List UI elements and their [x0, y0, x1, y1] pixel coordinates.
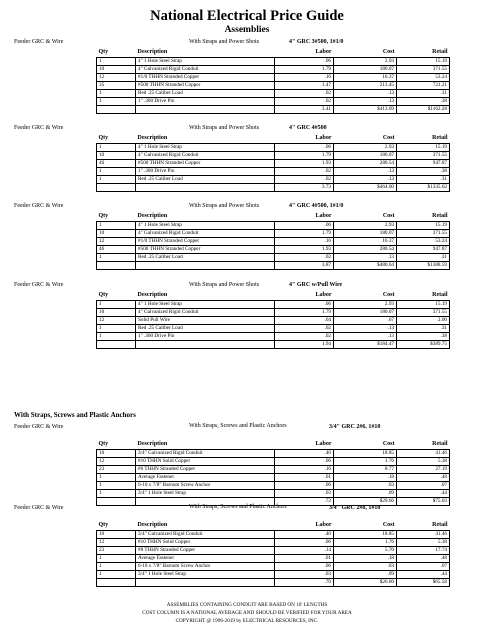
table-row [97, 246, 450, 254]
item-description: 1" .300 Drive Pin [136, 333, 275, 341]
item-qty: 1 [97, 571, 136, 579]
item-qty: 1 [97, 333, 136, 341]
table-row [97, 309, 450, 317]
item-retail: 371.55 [397, 309, 450, 317]
total-blank-cell [136, 262, 275, 270]
item-labor: 1.47 [275, 82, 334, 90]
item-cost: 5.70 [334, 547, 397, 555]
total-blank-cell [97, 579, 136, 587]
item-qty: 46 [97, 246, 136, 254]
item-labor: 1.79 [275, 309, 334, 317]
item-cost: 280.54 [334, 160, 397, 168]
table-row [97, 66, 450, 74]
table-row [97, 58, 450, 66]
item-qty: 35 [97, 82, 136, 90]
column-header-retail: Retail [432, 522, 448, 529]
item-retail: .31 [397, 325, 450, 333]
item-qty: 1 [97, 474, 136, 482]
item-qty: 1 [97, 58, 136, 66]
table-header-row [97, 440, 450, 450]
item-description: 3/4" Galvanized Rigid Conduit [136, 450, 275, 458]
table-row [97, 531, 450, 539]
item-description: #1/0 THHN Stranded Copper [136, 238, 275, 246]
table-row [97, 168, 450, 176]
item-qty: 10 [97, 450, 136, 458]
item-retail: .48 [397, 474, 450, 482]
footer-line-3: COPYRIGHT @ 1996-2019 by ELECTRICAL RESOURCES, INC. [175, 618, 319, 624]
assembly-category: Feeder GRC & Wire [14, 505, 64, 511]
total-blank-cell [97, 498, 136, 506]
table-row [97, 547, 450, 555]
page-subtitle: Assemblies [224, 25, 270, 35]
table-row [97, 563, 450, 571]
item-description: 4" 1 Hole Steel Strap [136, 144, 275, 152]
item-qty: 1 [97, 563, 136, 571]
item-description: #500 THHN Stranded Copper [136, 82, 275, 90]
column-header-retail: Retail [432, 441, 448, 448]
column-header-cost: Cost [382, 292, 395, 299]
item-labor: .06 [275, 301, 334, 309]
assembly-method: With Straps and Power Shots [189, 203, 260, 209]
item-qty: 1 [97, 325, 136, 333]
table-row [97, 160, 450, 168]
column-header-description: Description [137, 441, 168, 448]
total-labor: 3.73 [275, 184, 334, 192]
column-header-cost: Cost [382, 441, 395, 448]
total-cost: $26.60 [334, 579, 397, 587]
item-cost: 8.77 [334, 466, 397, 474]
item-qty: 1 [97, 490, 136, 498]
item-labor: .06 [275, 539, 334, 547]
total-cost: $184.47 [334, 341, 397, 349]
item-cost: 213.45 [334, 82, 397, 90]
item-description: 4" 1 Hole Steel Strap [136, 222, 275, 230]
item-cost: .13 [334, 98, 397, 106]
table-row [97, 152, 450, 160]
total-cost: $413.69 [334, 106, 397, 114]
item-labor: .02 [275, 90, 334, 98]
total-retail: $1335.62 [397, 184, 450, 192]
item-labor: .16 [275, 466, 334, 474]
total-blank-cell [97, 106, 136, 114]
item-labor: 1.79 [275, 66, 334, 74]
table-row [97, 333, 450, 341]
item-retail: 53.24 [397, 238, 450, 246]
item-description: Red .25 Caliber Load [136, 90, 275, 98]
item-retail: .48 [397, 555, 450, 563]
assembly-category: Feeder GRC & Wire [14, 125, 64, 131]
column-header-qty: Qty [98, 135, 109, 142]
item-cost: 180.07 [334, 309, 397, 317]
item-retail: 5.38 [397, 458, 450, 466]
item-labor: .02 [275, 254, 334, 262]
table-row [97, 458, 450, 466]
item-description: Red .25 Caliber Load [136, 325, 275, 333]
item-cost: 2.93 [334, 144, 397, 152]
item-cost: 180.07 [334, 66, 397, 74]
item-retail: 15.19 [397, 144, 450, 152]
page-title: National Electrical Price Guide [150, 8, 344, 24]
table-row [97, 222, 450, 230]
item-cost: 2.93 [334, 222, 397, 230]
item-labor: .01 [275, 474, 334, 482]
item-labor: 1.93 [275, 160, 334, 168]
item-retail: .38 [397, 333, 450, 341]
item-cost: .03 [334, 563, 397, 571]
table-row [97, 301, 450, 309]
total-blank-cell [136, 341, 275, 349]
total-labor: 3.41 [275, 106, 334, 114]
column-header-labor: Labor [315, 441, 332, 448]
total-retail: $1162.28 [397, 106, 450, 114]
item-retail: .44 [397, 490, 450, 498]
item-retail: 371.55 [397, 230, 450, 238]
item-labor: .02 [275, 176, 334, 184]
column-header-qty: Qty [98, 49, 109, 56]
assembly-table [96, 48, 450, 114]
item-qty: 23 [97, 466, 136, 474]
total-row [97, 262, 450, 270]
total-retail: $65.58 [397, 579, 450, 587]
table-row [97, 74, 450, 82]
item-labor: .14 [275, 547, 334, 555]
total-blank-cell [136, 184, 275, 192]
item-retail: 5.38 [397, 539, 450, 547]
item-qty: 1 [97, 254, 136, 262]
table-row [97, 317, 450, 325]
table-row [97, 254, 450, 262]
column-header-cost: Cost [382, 135, 395, 142]
item-cost: 2.93 [334, 58, 397, 66]
assembly-method: With Straps and Power Shots [189, 39, 260, 45]
item-labor: .40 [275, 450, 334, 458]
item-qty: 10 [97, 230, 136, 238]
item-description: #10 THHN Solid Copper [136, 458, 275, 466]
assembly-name: 3/4" GRC 2#6, 1#10 [329, 424, 381, 430]
column-header-cost: Cost [382, 522, 395, 529]
total-labor: 1.94 [275, 341, 334, 349]
total-blank-cell [97, 341, 136, 349]
column-header-retail: Retail [432, 213, 448, 220]
item-cost: 2.93 [334, 301, 397, 309]
total-row [97, 341, 450, 349]
item-retail: 41.46 [397, 450, 450, 458]
item-qty: 10 [97, 309, 136, 317]
item-retail: .07 [397, 482, 450, 490]
item-retail: .31 [397, 90, 450, 98]
item-labor: .03 [275, 490, 334, 498]
assembly-name: 4" GRC 4#500 [289, 125, 327, 131]
item-description: Average Fastener [136, 555, 275, 563]
total-retail: $389.75 [397, 341, 450, 349]
item-cost: 1.76 [334, 458, 397, 466]
column-header-labor: Labor [315, 49, 332, 56]
item-cost: .18 [334, 474, 397, 482]
item-qty: 10 [97, 152, 136, 160]
item-labor: .06 [275, 144, 334, 152]
item-description: 4" 1 Hole Steel Strap [136, 58, 275, 66]
item-retail: 15.19 [397, 222, 450, 230]
item-labor: .40 [275, 531, 334, 539]
item-cost: .09 [334, 490, 397, 498]
item-description: 3/4" Galvanized Rigid Conduit [136, 531, 275, 539]
item-description: 4" 1 Hole Steel Strap [136, 301, 275, 309]
item-retail: 2.00 [397, 317, 450, 325]
item-description: 3/4" 1 Hole Steel Strap [136, 490, 275, 498]
item-cost: .13 [334, 90, 397, 98]
column-header-description: Description [137, 292, 168, 299]
item-cost: 18.85 [334, 450, 397, 458]
total-cost: $464.00 [334, 184, 397, 192]
item-retail: 17.74 [397, 547, 450, 555]
item-cost: 180.07 [334, 152, 397, 160]
item-labor: .06 [275, 222, 334, 230]
item-cost: 280.54 [334, 246, 397, 254]
column-header-retail: Retail [432, 135, 448, 142]
table-header-row [97, 134, 450, 144]
column-header-labor: Labor [315, 522, 332, 529]
item-qty: 46 [97, 160, 136, 168]
item-retail: 947.87 [397, 160, 450, 168]
item-qty: 1 [97, 222, 136, 230]
table-row [97, 176, 450, 184]
assembly-name: 4" GRC 3#500, 1#1/0 [289, 39, 344, 45]
item-retail: 721.21 [397, 82, 450, 90]
assembly-method: With Straps, Screws and Plastic Anchors [189, 504, 287, 510]
item-description: 4" Galvanized Rigid Conduit [136, 152, 275, 160]
item-qty: 1 [97, 98, 136, 106]
item-cost: .03 [334, 482, 397, 490]
table-row [97, 466, 450, 474]
assembly-table [96, 291, 450, 349]
item-description: 4" Galvanized Rigid Conduit [136, 66, 275, 74]
total-labor: .72 [275, 498, 334, 506]
item-cost: 16.37 [334, 238, 397, 246]
item-qty: 1 [97, 144, 136, 152]
item-description: 3/4" 1 Hole Steel Strap [136, 571, 275, 579]
item-description: Average Fastener [136, 474, 275, 482]
column-header-qty: Qty [98, 522, 109, 529]
table-row [97, 571, 450, 579]
item-qty: 1 [97, 555, 136, 563]
column-header-description: Description [137, 522, 168, 529]
total-blank-cell [97, 262, 136, 270]
item-description: 4" Galvanized Rigid Conduit [136, 309, 275, 317]
assembly-category: Feeder GRC & Wire [14, 203, 64, 209]
item-retail: 41.46 [397, 531, 450, 539]
total-labor: 3.87 [275, 262, 334, 270]
item-labor: .03 [275, 571, 334, 579]
section-heading: With Straps, Screws and Plastic Anchors [14, 411, 136, 419]
item-retail: 53.24 [397, 74, 450, 82]
column-header-labor: Labor [315, 213, 332, 220]
item-cost: 18.85 [334, 531, 397, 539]
item-cost: .67 [334, 317, 397, 325]
column-header-description: Description [137, 49, 168, 56]
item-labor: .02 [275, 333, 334, 341]
assembly-table [96, 521, 450, 587]
table-header-row [97, 291, 450, 301]
assembly-name: 4" GRC 4#500, 1#1/0 [289, 203, 344, 209]
item-retail: 947.87 [397, 246, 450, 254]
column-header-retail: Retail [432, 292, 448, 299]
total-row [97, 184, 450, 192]
item-retail: .38 [397, 98, 450, 106]
item-cost: .13 [334, 254, 397, 262]
column-header-cost: Cost [382, 49, 395, 56]
item-retail: .31 [397, 254, 450, 262]
item-cost: .13 [334, 333, 397, 341]
item-description: #10 THHN Solid Copper [136, 539, 275, 547]
assembly-category: Feeder GRC & Wire [14, 39, 64, 45]
item-retail: .07 [397, 563, 450, 571]
table-row [97, 482, 450, 490]
item-description: #6 THHN Stranded Copper [136, 466, 275, 474]
item-description: Solid Pull Wire [136, 317, 275, 325]
total-labor: .70 [275, 579, 334, 587]
item-qty: 12 [97, 74, 136, 82]
item-labor: .02 [275, 325, 334, 333]
footer-line-2: COST COLUMN IS A NATIONAL AVERAGE AND SHOULD BE VERIFIED FOR YOUR AREA [142, 610, 352, 616]
assembly-table [96, 440, 450, 506]
column-header-description: Description [137, 213, 168, 220]
assembly-table [96, 134, 450, 192]
item-qty: 12 [97, 317, 136, 325]
table-row [97, 238, 450, 246]
table-row [97, 450, 450, 458]
item-qty: 1 [97, 482, 136, 490]
item-labor: .01 [275, 555, 334, 563]
item-labor: .02 [275, 98, 334, 106]
item-qty: 12 [97, 539, 136, 547]
item-labor: .06 [275, 458, 334, 466]
item-labor: .16 [275, 74, 334, 82]
item-cost: 16.37 [334, 74, 397, 82]
item-labor: .02 [275, 168, 334, 176]
column-header-labor: Labor [315, 135, 332, 142]
assembly-category: Feeder GRC & Wire [14, 424, 64, 430]
item-description: 1" .300 Drive Pin [136, 98, 275, 106]
table-row [97, 325, 450, 333]
column-header-cost: Cost [382, 213, 395, 220]
item-description: 1" .300 Drive Pin [136, 168, 275, 176]
item-retail: .31 [397, 176, 450, 184]
column-header-retail: Retail [432, 49, 448, 56]
item-labor: .04 [275, 317, 334, 325]
total-blank-cell [136, 106, 275, 114]
item-description: 4" Galvanized Rigid Conduit [136, 230, 275, 238]
item-qty: 12 [97, 458, 136, 466]
total-blank-cell [97, 184, 136, 192]
assembly-category: Feeder GRC & Wire [14, 282, 64, 288]
total-cost: $480.64 [334, 262, 397, 270]
table-header-row [97, 212, 450, 222]
item-retail: 371.55 [397, 152, 450, 160]
item-retail: 15.19 [397, 58, 450, 66]
item-labor: 1.93 [275, 246, 334, 254]
table-row [97, 144, 450, 152]
assembly-method: With Straps and Power Shots [189, 125, 260, 131]
assembly-name: 4" GRC w/Pull Wire [289, 282, 343, 288]
item-description: 6-10 x 7/8" Barnum Screw Anchor [136, 482, 275, 490]
assembly-method: With Straps and Power Shots [189, 282, 260, 288]
item-labor: .06 [275, 482, 334, 490]
item-retail: 15.19 [397, 301, 450, 309]
item-cost: .13 [334, 176, 397, 184]
table-row [97, 82, 450, 90]
item-cost: .18 [334, 555, 397, 563]
item-qty: 10 [97, 531, 136, 539]
assembly-name: 3/4" GRC 2#8, 1#10 [329, 505, 381, 511]
table-header-row [97, 521, 450, 531]
item-labor: 1.79 [275, 230, 334, 238]
total-row [97, 579, 450, 587]
column-header-qty: Qty [98, 213, 109, 220]
table-row [97, 98, 450, 106]
item-description: #500 THHN Stranded Copper [136, 246, 275, 254]
total-blank-cell [136, 579, 275, 587]
item-qty: 1 [97, 176, 136, 184]
column-header-labor: Labor [315, 292, 332, 299]
item-qty: 1 [97, 168, 136, 176]
item-cost: .13 [334, 168, 397, 176]
item-labor: 1.79 [275, 152, 334, 160]
item-qty: 23 [97, 547, 136, 555]
item-description: #1/0 THHN Stranded Copper [136, 74, 275, 82]
item-retail: 27.19 [397, 466, 450, 474]
item-cost: 1.76 [334, 539, 397, 547]
table-row [97, 539, 450, 547]
total-row [97, 106, 450, 114]
column-header-qty: Qty [98, 292, 109, 299]
table-row [97, 230, 450, 238]
item-retail: .44 [397, 571, 450, 579]
item-description: 6-10 x 7/8" Barnum Screw Anchor [136, 563, 275, 571]
item-description: #8 THHN Stranded Copper [136, 547, 275, 555]
table-row [97, 555, 450, 563]
total-retail: $75.03 [397, 498, 450, 506]
item-cost: .13 [334, 325, 397, 333]
item-qty: 1 [97, 301, 136, 309]
total-cost: $29.66 [334, 498, 397, 506]
assembly-table [96, 212, 450, 270]
item-description: Red .25 Caliber Load [136, 254, 275, 262]
item-labor: .06 [275, 58, 334, 66]
item-labor: .06 [275, 563, 334, 571]
item-description: #500 THHN Stranded Copper [136, 160, 275, 168]
assembly-method: With Straps, Screws and Plastic Anchors [189, 423, 287, 429]
item-retail: .38 [397, 168, 450, 176]
table-row [97, 490, 450, 498]
footer-line-1: ASSEMBLIES CONTAINING CONDUIT ARE BASED ON 10' LENGTHS [166, 602, 328, 608]
column-header-qty: Qty [98, 441, 109, 448]
item-qty: 12 [97, 238, 136, 246]
item-qty: 10 [97, 66, 136, 74]
table-header-row [97, 48, 450, 58]
column-header-description: Description [137, 135, 168, 142]
total-retail: $1388.59 [397, 262, 450, 270]
item-retail: 371.55 [397, 66, 450, 74]
item-cost: 180.07 [334, 230, 397, 238]
table-row [97, 90, 450, 98]
item-qty: 1 [97, 90, 136, 98]
table-row [97, 474, 450, 482]
item-labor: .16 [275, 238, 334, 246]
item-description: Red .25 Caliber Load [136, 176, 275, 184]
item-cost: .09 [334, 571, 397, 579]
